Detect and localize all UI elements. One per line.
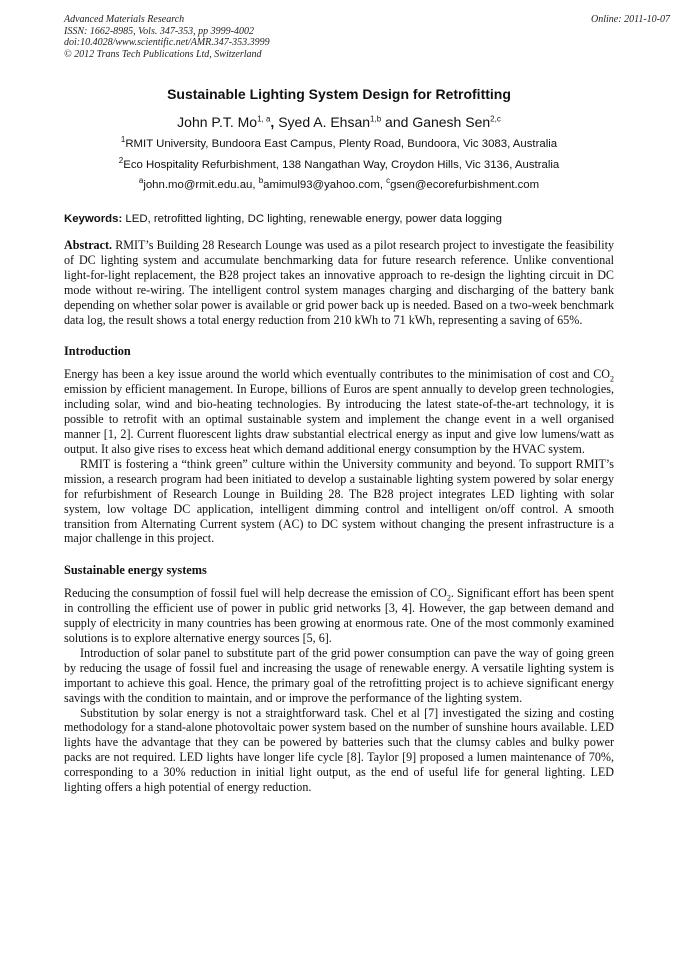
paragraph-text: emission by efficient management. In Europe, billions of Euros are spent annually to develop green technologies, including solar, wind and bio-heating technologies. By introducing the latest state-of-the-art technology, it is possible to retrofit with an optimal sustainable system and implement the change event in a well organised manner [1, 2]. Current fluorescent lights draw substantial electrical energy as input and give low lumens/watt as output. It also give rises to excess heat which demand additional energy consumption by the HVAC system.: [64, 382, 614, 456]
author-3: Ganesh Sen: [412, 114, 491, 130]
paragraph: [64, 367, 614, 456]
author-2-sup: 1,b: [370, 114, 382, 124]
abstract-text: RMIT’s Building 28 Research Lounge was used as a pilot research project to investigate the feasibility of DC lighting system and accumulate benchmarking data for future research reference. Unlike conventional light-for-light replacement, the B28 project takes an innovative approach to re-design the lighting circuit in DC mode without re-wiring. The intelligent control system manages charging and discharging of the battery bank depending on whether solar power is available or grid power back up is needed. Based on a two-week benchmark data log, the result shows a total energy reduction from 210 kWh to 71 kWh, representing a saving of 65%.: [64, 238, 614, 327]
subscript: 2: [446, 593, 451, 603]
paragraph: Introduction of solar panel to substitute part of the grid power consumption can pave the way of going green by reducing the usage of fossil fuel and increasing the usage of renewable energy. A versatile lighting system is important to achieve this goal. Hence, the primary goal of the retrofitting project is to achieve significant energy savings with the condition to maintain, and or improve the performance of the lighting system.: [64, 645, 614, 705]
email-c: gsen@ecorefurbishment.com: [390, 179, 540, 191]
affiliation-2-sup: 2: [118, 156, 124, 166]
affiliation-2: [64, 158, 614, 172]
section-sustainable-energy: [64, 586, 614, 795]
doi-line: doi:10.4028/www.scientific.net/AMR.347-353.3999: [64, 37, 270, 48]
author-1-sup: 1, a: [257, 114, 271, 124]
email-a-sup: a: [138, 176, 144, 186]
paper-title: Sustainable Lighting System Design for Retrofitting: [167, 86, 511, 102]
affiliation-2-text: Eco Hospitality Refurbishment, 138 Nangathan Way, Croydon Hills, Vic 3136, Australia: [123, 159, 560, 171]
section-heading-sustainable-energy: Sustainable energy systems: [64, 563, 207, 578]
journal-header: [64, 14, 670, 60]
keywords-label: Keywords:: [64, 213, 123, 225]
author-3-sup: 2,c: [490, 114, 501, 124]
section-heading-introduction: Introduction: [64, 344, 131, 359]
affiliation-1-text: RMIT University, Bundoora East Campus, Plenty Road, Bundoora, Vic 3083, Australia: [125, 138, 558, 150]
author-sep-1: ,: [270, 114, 279, 130]
email-list: [64, 176, 614, 191]
email-c-sup: c: [386, 176, 391, 186]
email-b: amimul93@yahoo.com,: [263, 179, 387, 191]
keywords-text: LED, retrofitted lighting, DC lighting, renewable energy, power data logging: [122, 213, 502, 225]
paragraph-text: Reducing the consumption of fossil fuel will help decrease the emission of CO: [64, 586, 447, 601]
online-date: Online: 2011-10-07: [591, 14, 670, 25]
email-a: john.mo@rmit.edu.au,: [143, 179, 259, 191]
author-2: Syed A. Ehsan: [278, 114, 371, 130]
paragraph-text: . Significant effort has been spent in controlling the efficient use of power in public grid networks [3, 4]. However, the gap between demand and supply of electricity in many countries has been growing at enormous rate. One of the most commonly examined solutions is to explore alternative energy sources [5, 6].: [64, 586, 614, 646]
email-b-sup: b: [258, 176, 264, 186]
abstract: [64, 238, 614, 327]
paragraph: Substitution by solar energy is not a straightforward task. Chel et al [7] investigated the sizing and costing methodology for a stand-alone photovoltaic power system based on the number of sunshine hours available. LED lights have the advantage that they can be powered by batteries such that the clumsy cables and bulky power packs are not required. LED lights have longer life cycle [8]. Taylor [9] proposed a lumen maintenance of 70%, corresponding to a 30% reduction in initial light output, as the end of useful life for general lighting. LED lighting offers a high potential of energy reduction.: [64, 705, 614, 795]
journal-name: Advanced Materials Research: [64, 14, 185, 25]
affiliation-1: [64, 137, 614, 151]
copyright-line: © 2012 Trans Tech Publications Ltd, Switzerland: [64, 48, 262, 60]
paragraph: RMIT is fostering a “think green” culture within the University community and beyond. To support RMIT’s mission, a research program had been initiated to develop a sustainable lighting system powered by solar energy for refurbishment of Research Lounge in Building 28. The B28 project integrates LED lighting with solar system, low voltage DC application, intelligent dimming control and intelligent on/off control. A smooth transition from Alternating Current system (AC) to DC system without changing the present infrastructure is a major challenge in this project.: [64, 456, 614, 546]
keywords: [64, 213, 614, 225]
section-introduction: [64, 367, 614, 546]
author-sep-2: and: [381, 114, 413, 130]
paragraph-text: Energy has been a key issue around the world which eventually contributes to the minimisation of cost and CO: [64, 367, 610, 382]
subscript: 2: [610, 374, 614, 384]
author-list: [64, 114, 614, 130]
affiliation-1-sup: 1: [120, 135, 126, 145]
paragraph: [64, 586, 614, 646]
issn-line: ISSN: 1662-8985, Vols. 347-353, pp 3999-4002: [64, 25, 254, 37]
author-1: John P.T. Mo: [177, 114, 258, 130]
abstract-label: Abstract.: [64, 238, 113, 252]
